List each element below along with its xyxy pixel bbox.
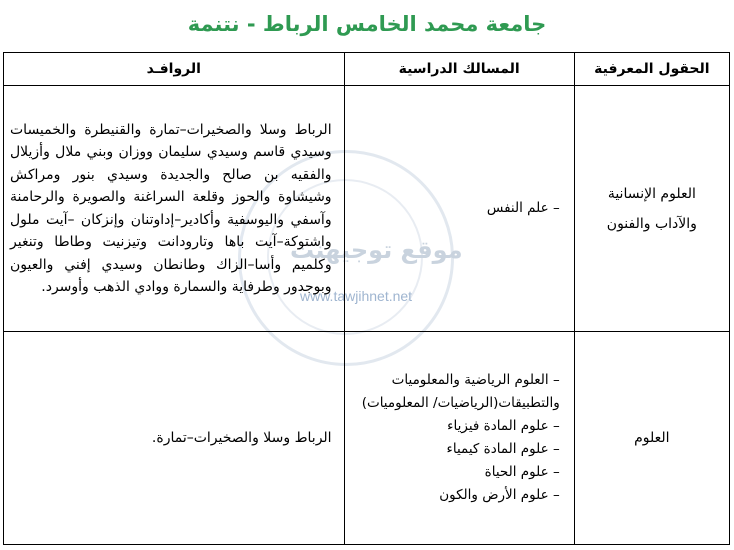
track-item: – العلوم الرياضية والمعلوميات والتطبيقات(الرياضيات/ المعلوميات) [349, 369, 560, 415]
watermark-url: www.tawjihnet.net [300, 288, 413, 304]
track-item: – علوم المادة فيزياء [349, 415, 560, 438]
track-item: – علوم الحياة [349, 461, 560, 484]
field-label: العلوم الإنسانية والآداب والفنون [606, 185, 697, 232]
cities-cell: الرباط وسلا والصخيرات–تمارة والقنيطرة والخميسات وسيدي قاسم وسيدي سليمان ووزان وبني ملال وأزيلال والفقيه بن صالح والجديدة وسيدي بنور ومراكش وشيشاوة والحوز وقلعة السراغنة والصويرة والرحامنة وآسفي واليوسفية وأكادير–إداوتنان وإنزكان –آيت ملول واشتوكة–آيت باها وتارودانت وتيزنيت وطاطا وتنغير وكلميم وأسا–الزاك وطانطان وسيدي إفني والعيون وبوجدور وطرفاية والسمارة ووادي الذهب وأوسرد. [4, 86, 345, 332]
tracks-cell [344, 332, 574, 545]
orientation-table [3, 52, 730, 545]
watermark-text: موقع توجيهنت [290, 236, 463, 264]
page-title: جامعة محمد الخامس الرباط - نتنمة [187, 12, 547, 36]
header-cities: الروافـد [4, 53, 345, 86]
table-row [4, 332, 730, 545]
table-row [4, 86, 730, 332]
tracks-cell [344, 86, 574, 332]
track-item: – علوم المادة كيمياء [349, 438, 560, 461]
header-fields: الحقول المعرفية [574, 53, 729, 86]
header-row [4, 53, 730, 86]
header-tracks: المسالك الدراسية [344, 53, 574, 86]
field-cell: العلوم [574, 332, 729, 545]
track-item: – علوم الأرض والكون [349, 484, 560, 507]
track-item: – علم النفس [349, 197, 560, 220]
cities-cell: الرباط وسلا والصخيرات–تمارة. [4, 332, 345, 545]
field-cell [574, 86, 729, 332]
